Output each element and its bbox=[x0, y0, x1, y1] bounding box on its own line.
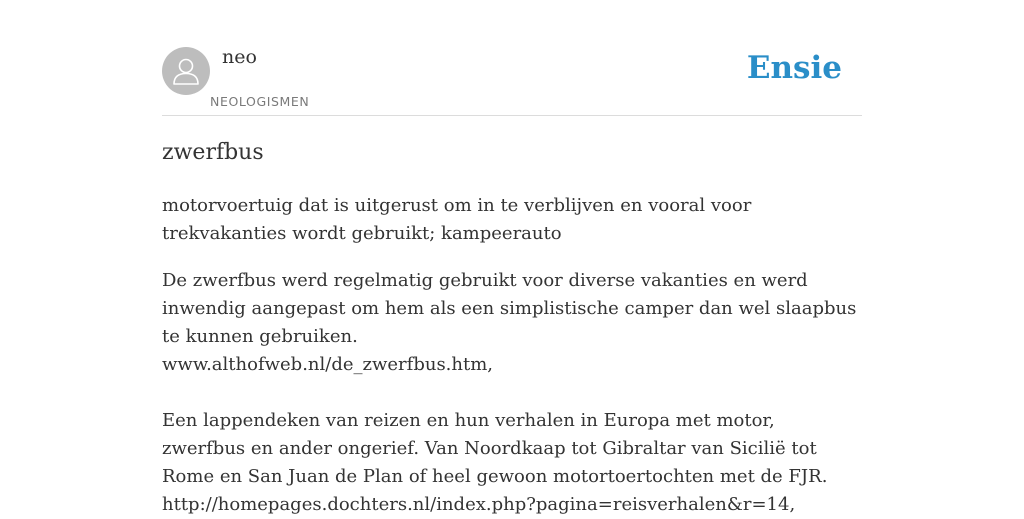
entry-definition: motorvoertuig dat is uitgerust om in te verblijven en vooral voor trekvakanties wordt gebruikt; kampeerauto bbox=[162, 195, 752, 244]
avatar[interactable] bbox=[162, 47, 210, 95]
entry-word: zwerfbus bbox=[162, 140, 264, 165]
example-blank-line bbox=[162, 379, 862, 407]
entry-example bbox=[162, 267, 862, 519]
example-line: Een lappendeken van reizen en hun verhalen in Europa met motor, zwerfbus en ander ongerief. Van Noordkaap tot Gibraltar van Sicilië tot Rome en San Juan de Plan of heel gewoon motortoertochten met de FJR. bbox=[162, 410, 828, 487]
author-name[interactable]: neo bbox=[222, 46, 257, 68]
user-silhouette-icon bbox=[162, 47, 210, 95]
entry-header bbox=[162, 0, 862, 116]
category-link[interactable]: NEOLOGISMEN bbox=[210, 94, 310, 109]
example-source-link[interactable]: http://homepages.dochters.nl/index.php?pagina=reisverhalen&r=14, bbox=[162, 494, 796, 515]
site-logo[interactable]: Ensie bbox=[746, 50, 842, 86]
page-container bbox=[162, 0, 862, 515]
example-source-link[interactable]: www.althofweb.nl/de_zwerfbus.htm, bbox=[162, 354, 494, 375]
example-line: De zwerfbus werd regelmatig gebruikt voor diverse vakanties en werd inwendig aangepast om hem als een simplistische camper dan wel slaapbus te kunnen gebruiken. bbox=[162, 270, 857, 347]
